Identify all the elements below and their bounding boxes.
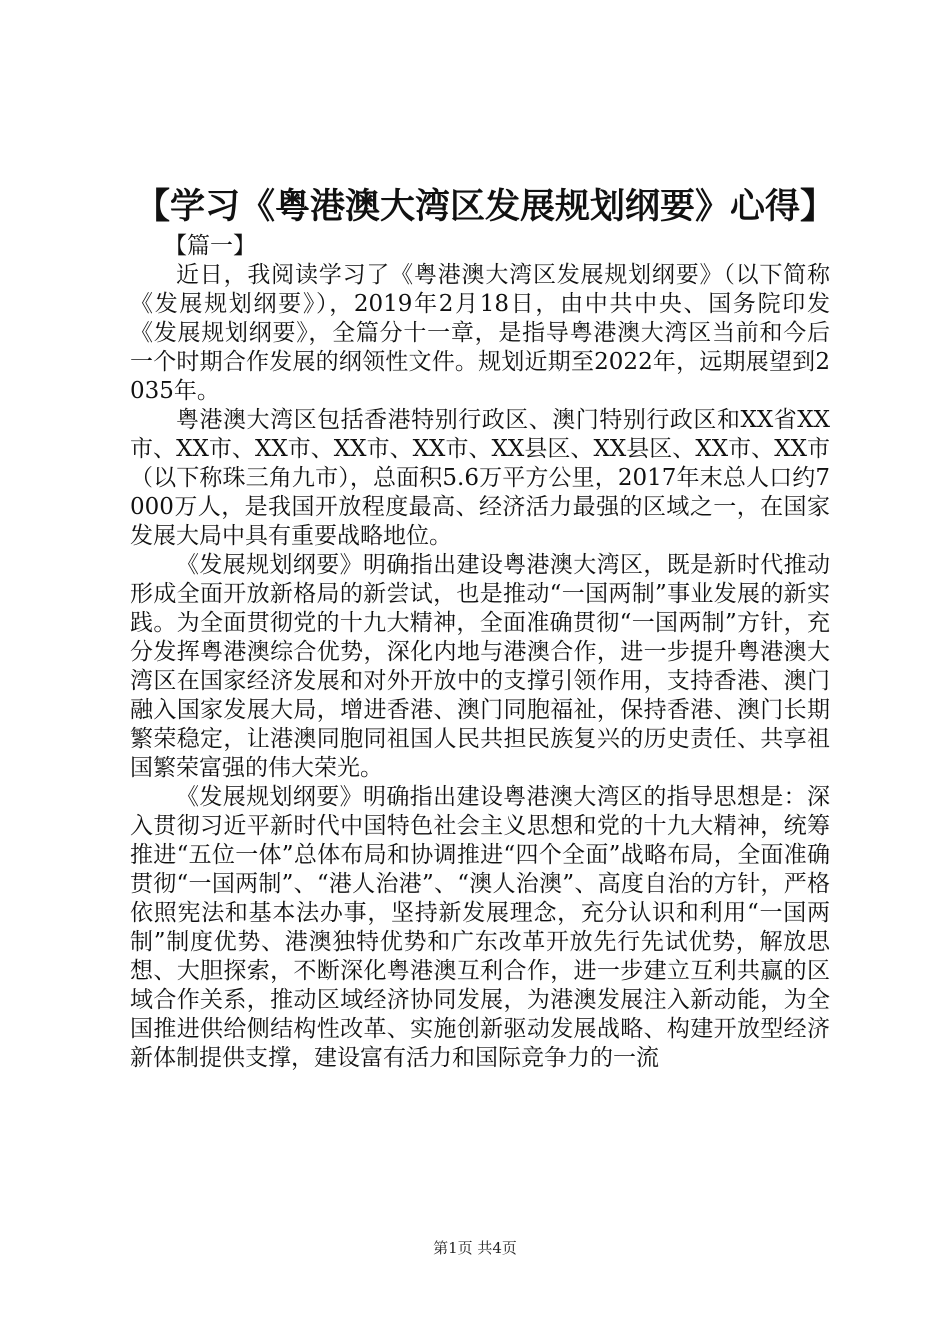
document-title: 【学习《粤港澳大湾区发展规划纲要》心得】 <box>134 186 835 227</box>
paragraph-region-scope: 粤港澳大湾区包括香港特别行政区、澳门特别行政区和XX省XX市、XX市、XX市、XX市、XX市、XX县区、XX县区、XX市、XX市（以下称珠三角九市），总面积5.6万平方公里，2017年末总人口约7000万人，是我国开放程度最高、经济活力最强的区域之一，在国家发展大局中具有重要战略地位。 <box>130 407 830 549</box>
document-body <box>130 232 830 1073</box>
section-label: 【篇一】 <box>164 233 256 259</box>
paragraph-guiding-ideology: 《发展规划纲要》明确指出建设粤港澳大湾区的指导思想是：深入贯彻习近平新时代中国特色社会主义思想和党的十九大精神，统筹推进“五位一体”总体布局和协调推进“四个全面”战略布局，全面准确贯彻“一国两制”、“港人治港”、“澳人治澳”、高度自治的方针，严格依照宪法和基本法办事，坚持新发展理念，充分认识和利用“一国两制”制度优势、港澳独特优势和广东改革开放先行先试优势，解放思想、大胆探索，不断深化粤港澳互利合作，进一步建立互利共赢的区域合作关系，推动区域经济协同发展，为港澳发展注入新动能，为全国推进供给侧结构性改革、实施创新驱动发展战略、构建开放型经济新体制提供支撑，建设富有活力和国际竞争力的一流 <box>130 784 830 1071</box>
page-footer: 第1页 共4页 <box>433 1239 517 1257</box>
paragraph-intro: 近日，我阅读学习了《粤港澳大湾区发展规划纲要》（以下简称《发展规划纲要》），2019年2月18日，由中共中央、国务院印发《发展规划纲要》，全篇分十一章，是指导粤港澳大湾区当前和今后一个时期合作发展的纲领性文件。规划近期至2022年，远期展望到2035年。 <box>130 262 830 404</box>
paragraph-significance: 《发展规划纲要》明确指出建设粤港澳大湾区，既是新时代推动形成全面开放新格局的新尝试，也是推动“一国两制”事业发展的新实践。为全面贯彻党的十九大精神，全面准确贯彻“一国两制”方针，充分发挥粤港澳综合优势，深化内地与港澳合作，进一步提升粤港澳大湾区在国家经济发展和对外开放中的支撑引领作用，支持香港、澳门融入国家发展大局，增进香港、澳门同胞福祉，保持香港、澳门长期繁荣稳定，让港澳同胞同祖国人民共担民族复兴的历史责任、共享祖国繁荣富强的伟大荣光。 <box>130 552 830 781</box>
